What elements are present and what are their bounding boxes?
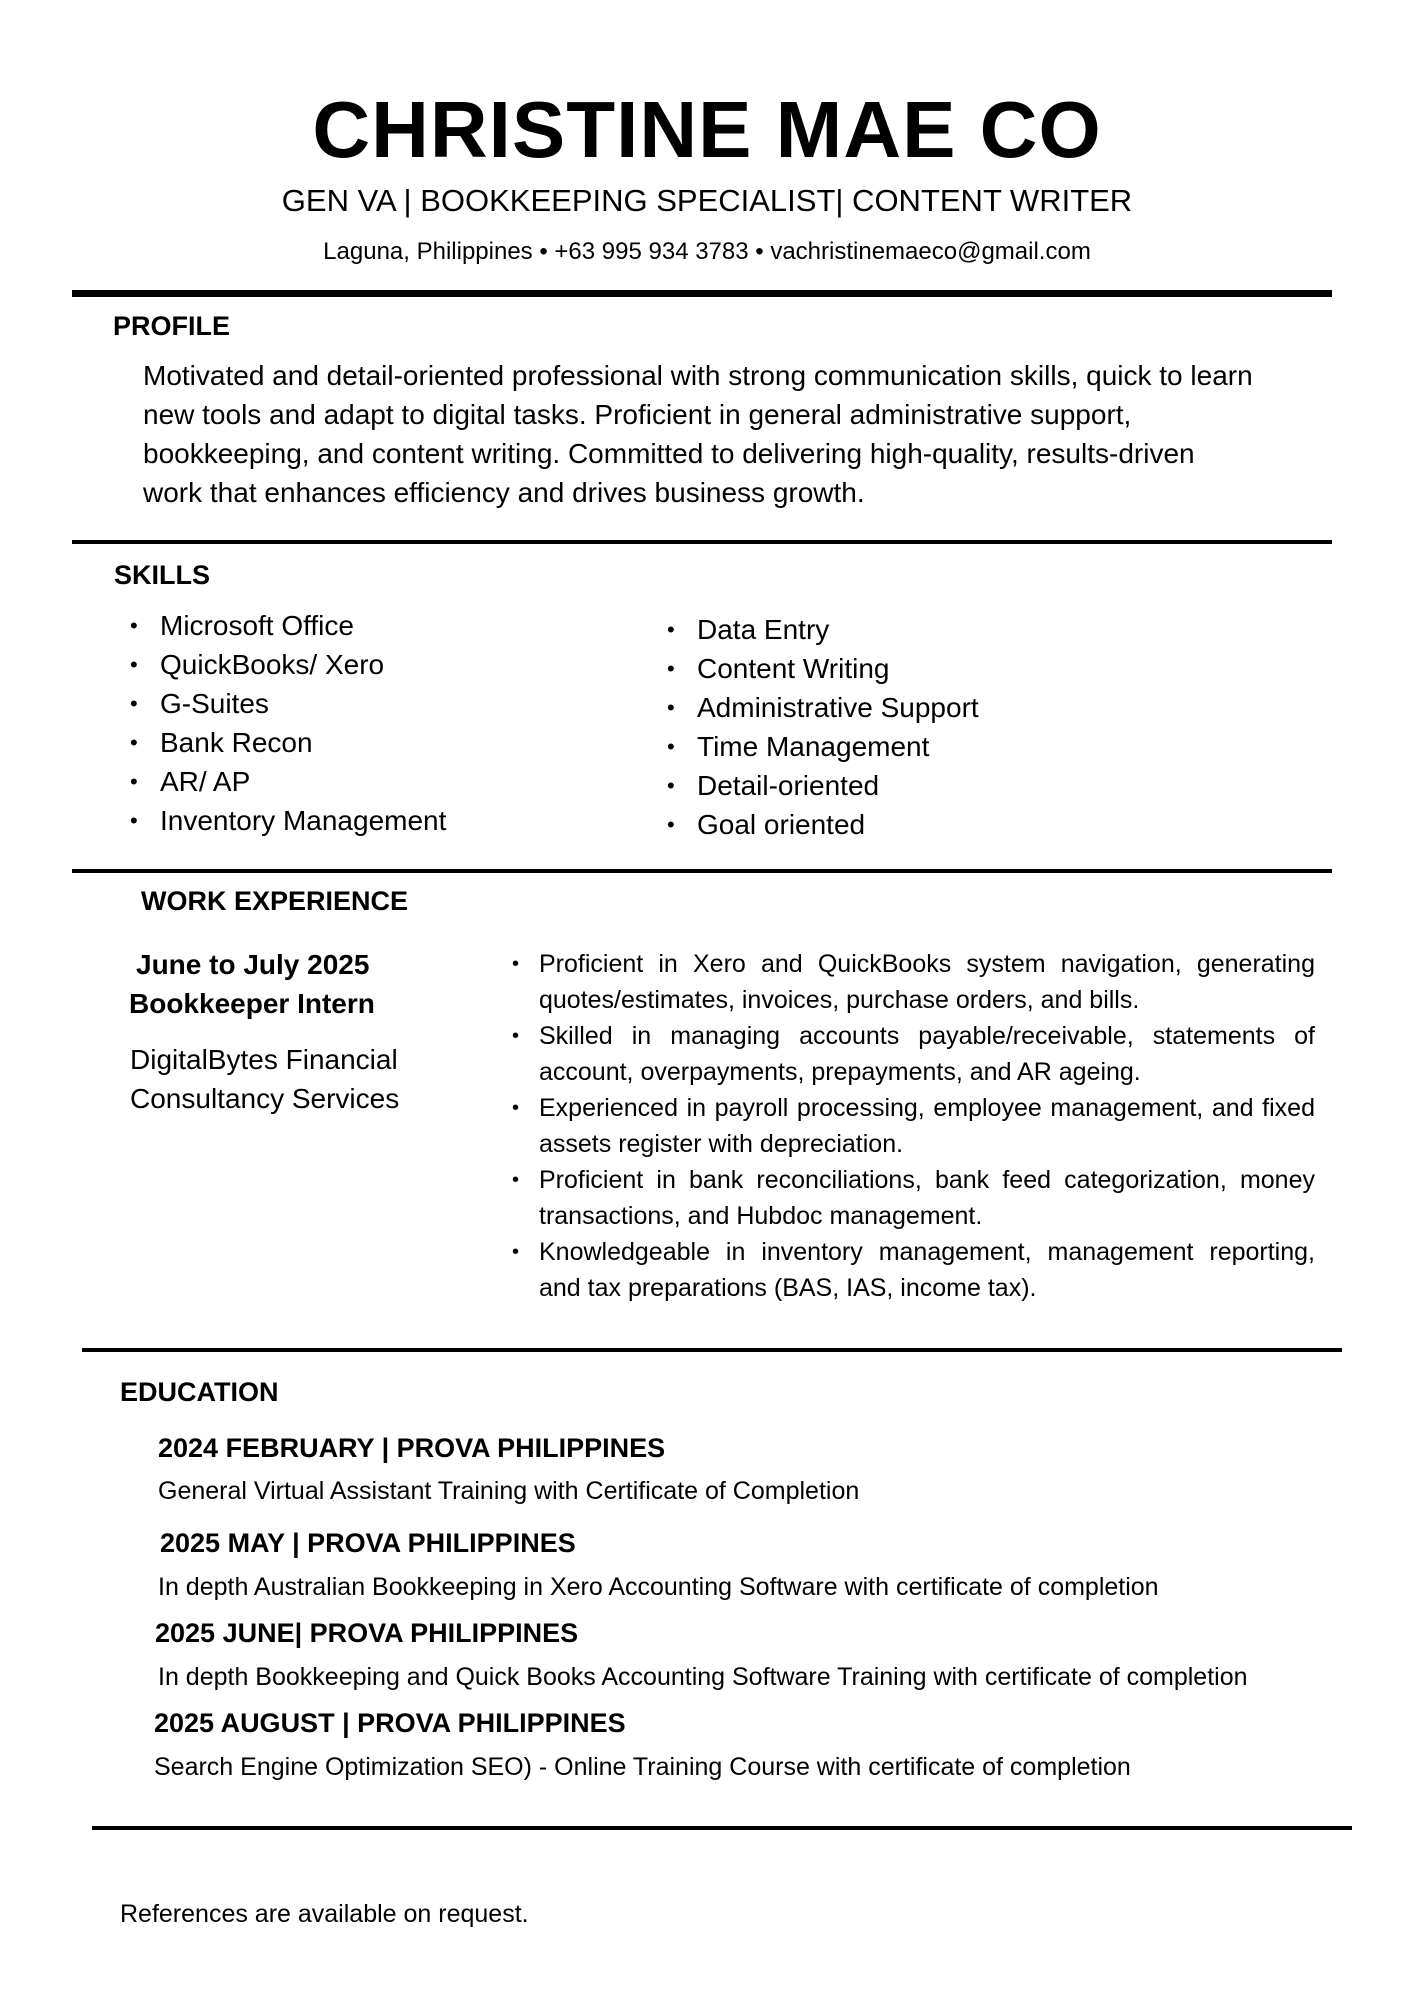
skill-item: • Detail-oriented [665, 766, 979, 805]
skill-item: • G-Suites [128, 684, 446, 723]
education-entry-detail: In depth Bookkeeping and Quick Books Accounting Software Training with certificate of completion [158, 1663, 1248, 1691]
education-entry-heading: 2025 AUGUST | PROVA PHILIPPINES [154, 1708, 626, 1738]
education-entry-detail: General Virtual Assistant Training with Certificate of Completion [158, 1477, 860, 1505]
experience-heading: WORK EXPERIENCE [141, 886, 409, 916]
duty-item: • Experienced in payroll processing, employee management, and fixed assets register with depreciation. [512, 1090, 1315, 1162]
skill-item: • Goal oriented [665, 805, 979, 844]
education-entry-heading: 2024 FEBRUARY | PROVA PHILIPPINES [158, 1433, 666, 1463]
header-divider [72, 290, 1332, 297]
skills-heading: SKILLS [114, 560, 211, 590]
skill-item: • Data Entry [665, 610, 979, 649]
duty-item: • Proficient in bank reconciliations, bank feed categorization, money transactions, and Hubdoc management. [512, 1162, 1315, 1234]
education-entry-heading: 2025 JUNE| PROVA PHILIPPINES [155, 1618, 579, 1648]
job-title: Bookkeeper Intern [129, 988, 375, 1019]
section-divider [82, 1348, 1342, 1352]
section-divider [92, 1826, 1352, 1830]
profile-line: work that enhances efficiency and drives business growth. [143, 477, 865, 508]
job-company [130, 1040, 460, 1118]
education-entry-detail: In depth Australian Bookkeeping in Xero Accounting Software with certificate of completion [158, 1573, 1159, 1601]
resume-name: CHRISTINE MAE CO [312, 85, 1102, 174]
duty-item: • Skilled in managing accounts payable/receivable, statements of account, overpayments, prepayments, and AR ageing. [512, 1018, 1315, 1090]
skills-list-left [128, 606, 446, 840]
skill-item: • Inventory Management [128, 801, 446, 840]
skill-item: • QuickBooks/ Xero [128, 645, 446, 684]
skill-item: • Time Management [665, 727, 979, 766]
contact-line: Laguna, Philippines • +63 995 934 3783 • vachristinemaeco@gmail.com [323, 238, 1091, 265]
education-heading: EDUCATION [120, 1377, 279, 1407]
skill-item: • AR/ AP [128, 762, 446, 801]
duty-item: • Knowledgeable in inventory management, management reporting, and tax preparations (BAS, IAS, income tax). [512, 1234, 1315, 1306]
skill-item: • Administrative Support [665, 688, 979, 727]
section-divider [72, 540, 1332, 544]
profile-summary [143, 356, 1313, 512]
skills-list-right [665, 610, 979, 844]
profile-line: new tools and adapt to digital tasks. Proficient in general administrative support, [143, 399, 1132, 430]
duty-item: • Proficient in Xero and QuickBooks system navigation, generating quotes/estimates, invoices, purchase orders, and bills. [512, 946, 1315, 1018]
skill-item: • Content Writing [665, 649, 979, 688]
skill-item: • Bank Recon [128, 723, 446, 762]
education-entry-detail: Search Engine Optimization SEO) - Online Training Course with certificate of completion [154, 1753, 1131, 1781]
job-duties-list [512, 946, 1315, 1306]
profile-line: Motivated and detail-oriented professional with strong communication skills, quick to learn [143, 360, 1253, 391]
profile-heading: PROFILE [113, 311, 231, 341]
company-line: DigitalBytes Financial [130, 1044, 398, 1075]
section-divider [72, 869, 1332, 873]
skill-item: • Microsoft Office [128, 606, 446, 645]
job-dates: June to July 2025 [136, 949, 370, 980]
resume-tagline: GEN VA | BOOKKEEPING SPECIALIST| CONTENT WRITER [281, 183, 1133, 218]
references-note: References are available on request. [120, 1900, 529, 1928]
profile-line: bookkeeping, and content writing. Committed to delivering high-quality, results-driven [143, 438, 1195, 469]
company-line: Consultancy Services [130, 1083, 400, 1114]
education-entry-heading: 2025 MAY | PROVA PHILIPPINES [160, 1528, 576, 1558]
